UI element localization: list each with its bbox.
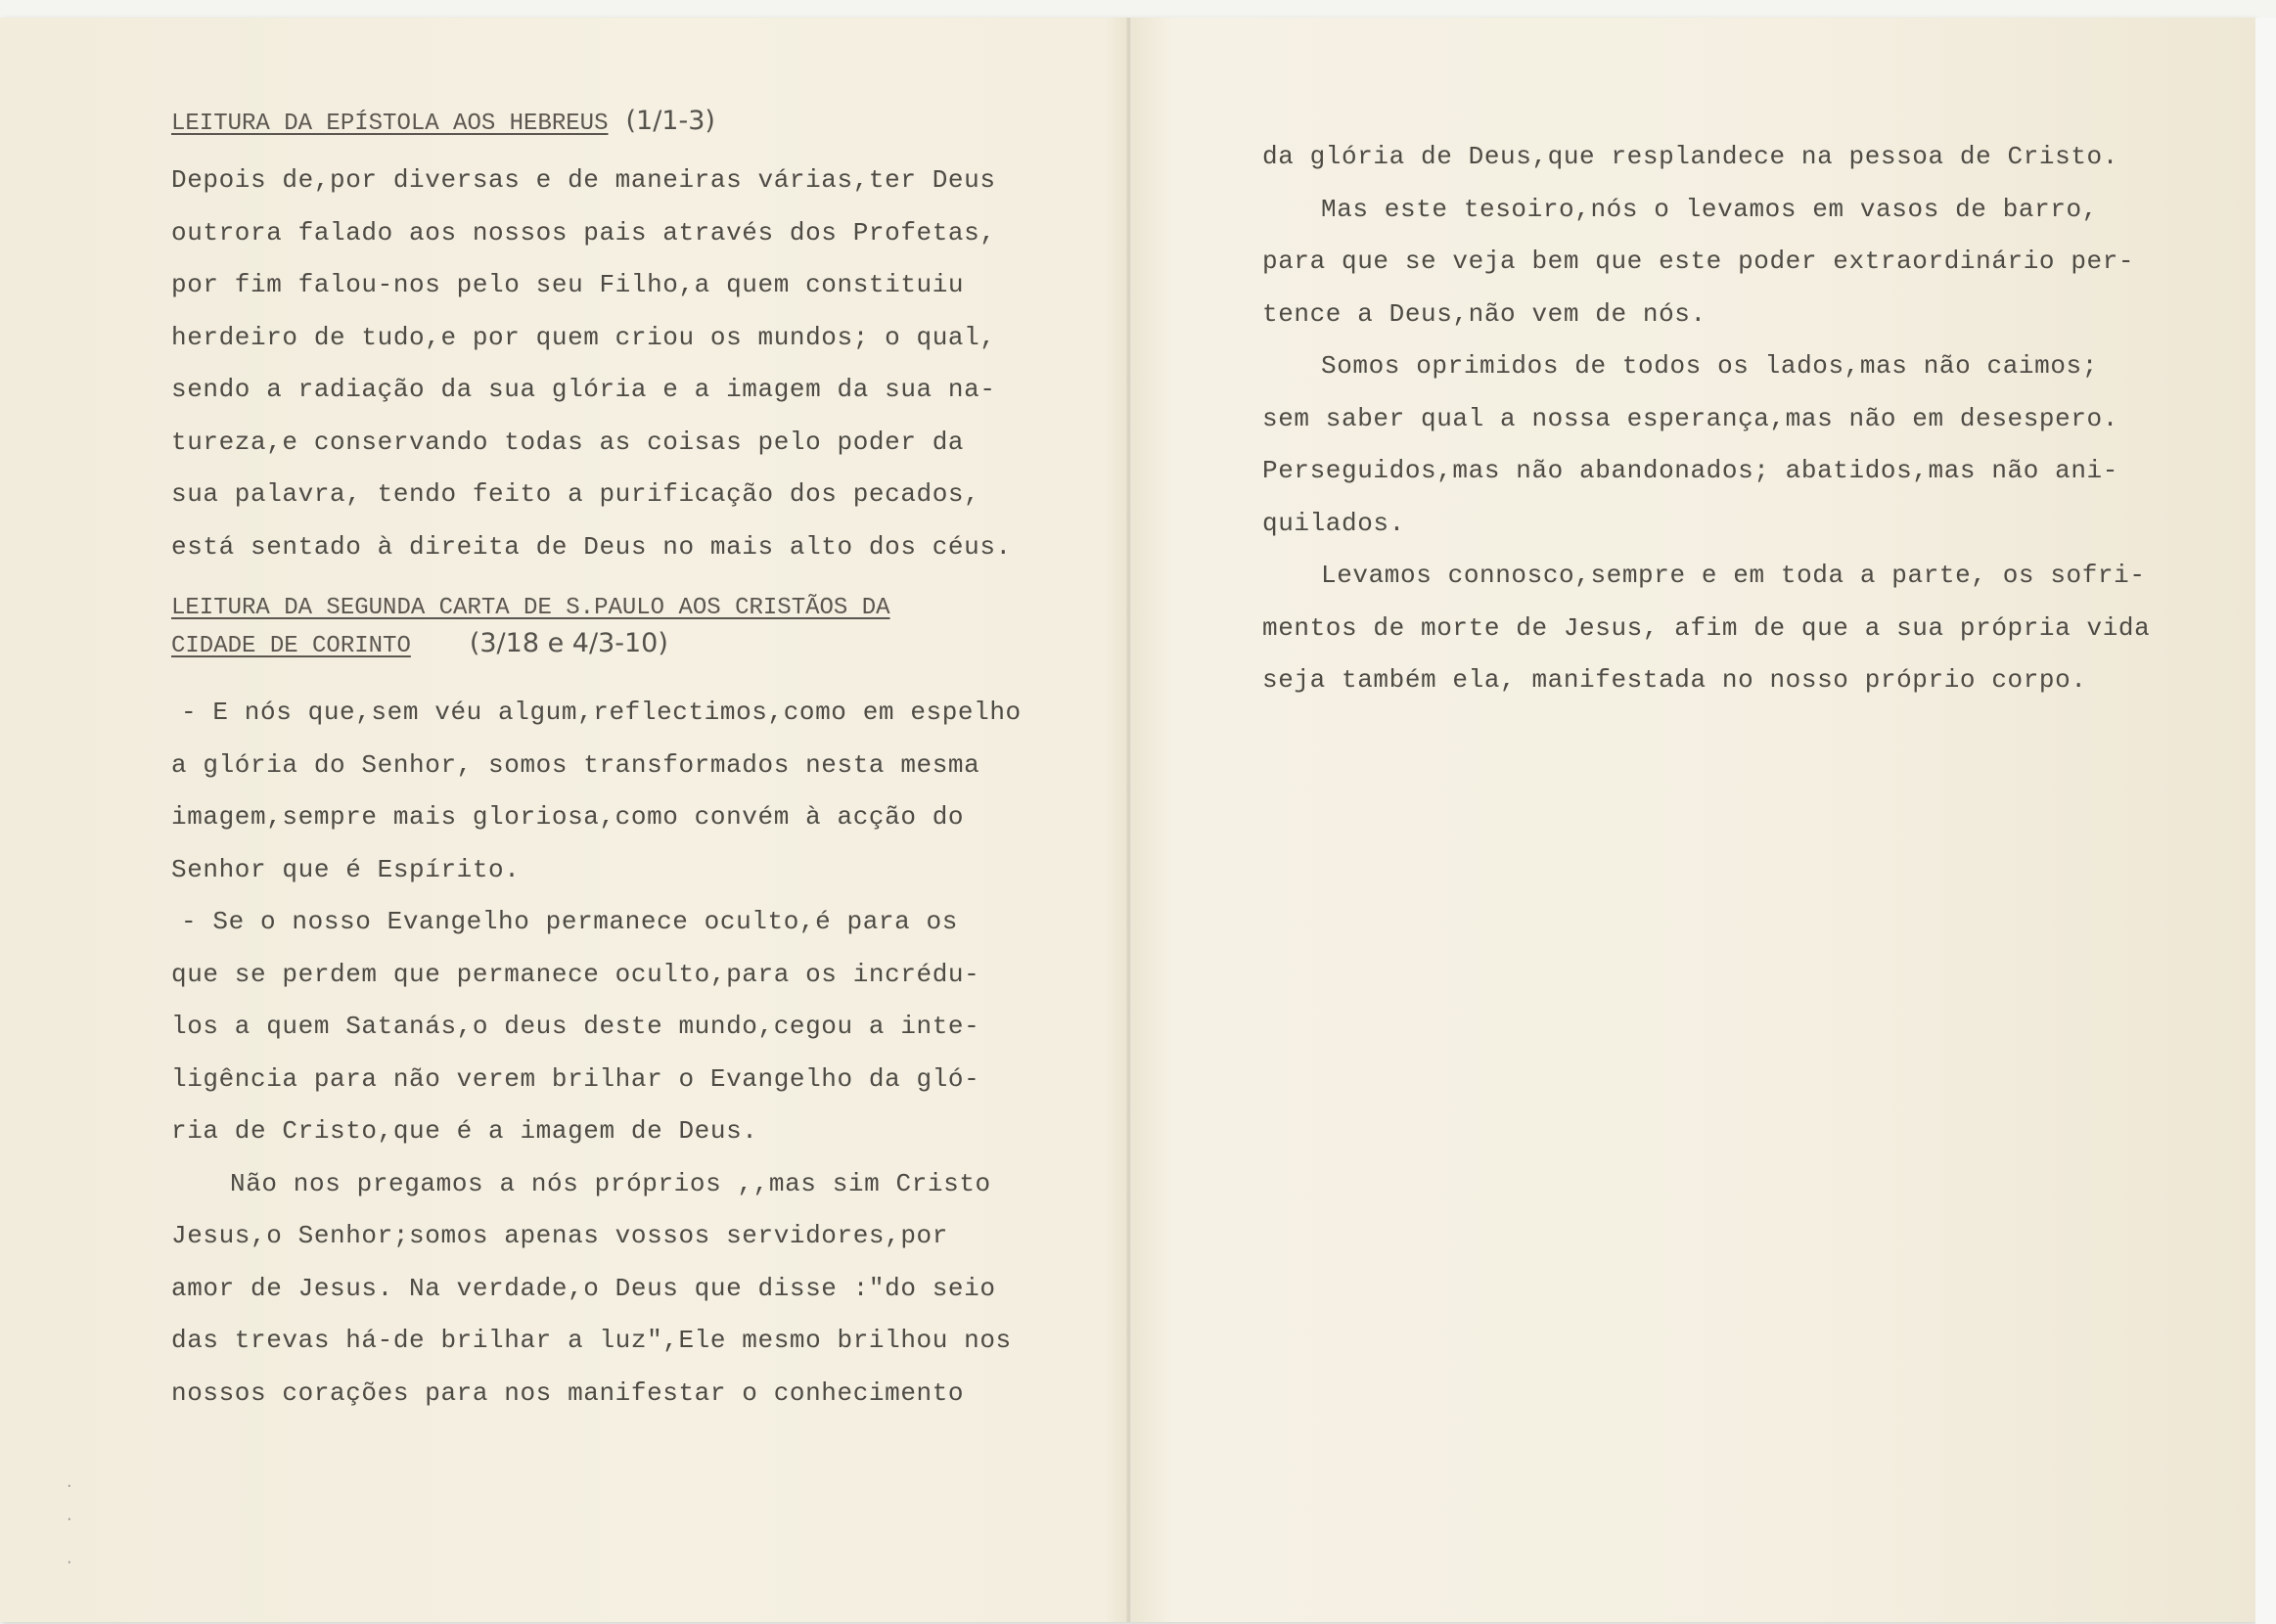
reading2-para2 (171, 896, 1032, 1158)
text-line: - Se o nosso Evangelho permanece oculto,é para os (181, 907, 958, 936)
text-line: Somos oprimidos de todos os lados,mas não caimos; (1321, 351, 2098, 381)
right-para1 (1262, 184, 2143, 341)
text-line: herdeiro de tudo,e por quem criou os mundos; o qual, (171, 322, 996, 352)
text-line: Mas este tesoiro,nós o levamos em vasos de barro, (1321, 194, 2098, 224)
text-line: imagem,sempre mais gloriosa,como convém à acção do (171, 802, 965, 832)
document-sheet (0, 18, 2255, 1622)
text-line: sua palavra, tendo feito a purificação dos pecados, (171, 479, 980, 509)
reading2-para3 (171, 1158, 1032, 1421)
text-line: para que se veja bem que este poder extraordinário per- (1262, 247, 2135, 276)
right-para2 (1262, 340, 2143, 550)
text-line: Não nos pregamos a nós próprios ,,mas sim Cristo (230, 1168, 991, 1198)
text-line: ria de Cristo,que é a imagem de Deus. (171, 1116, 758, 1146)
text-line: amor de Jesus. Na verdade,o Deus que disse :"do seio (171, 1273, 996, 1303)
text-line: por fim falou-nos pelo seu Filho,a quem constituiu (171, 270, 965, 299)
text-line: nossos corações para nos manifestar o conhecimento (171, 1377, 965, 1408)
background-edge (2255, 18, 2276, 1624)
text-line: Perseguidos,mas não abandonados; abatidos,mas não ani- (1262, 456, 2118, 485)
text-line: tureza,e conservando todas as coisas pelo poder da (171, 427, 965, 457)
reading2-heading-line2: CIDADE DE CORINTO (171, 633, 411, 659)
text-line: das trevas há-de brilhar a luz",Ele mesmo brilhou nos (171, 1326, 1012, 1355)
reading1-ref: (1/1-3) (625, 106, 715, 136)
text-line: que se perdem que permanece oculto,para os incrédu- (171, 959, 980, 989)
text-line: los a quem Satanás,o deus deste mundo,cegou a inte- (171, 1012, 980, 1041)
text-line: Levamos connosco,sempre e em toda a parte, os sofri- (1321, 561, 2146, 590)
reading2-heading-line1: LEITURA DA SEGUNDA CARTA DE S.PAULO AOS CRISTÃOS DA (171, 595, 890, 621)
reading1-heading: LEITURA DA EPÍSTOLA AOS HEBREUS (171, 111, 609, 137)
text-line: Senhor que é Espírito. (171, 854, 521, 884)
reading2-heading-line2-row (171, 626, 1032, 665)
binding-mark: · (65, 1477, 74, 1495)
text-line: mentos de morte de Jesus, afim de que a sua própria vida (1262, 612, 2151, 643)
reading2-heading-block (171, 591, 1032, 665)
text-line: tence a Deus,não vem de nós. (1262, 298, 1707, 329)
right-page (1262, 131, 2151, 707)
binding-mark: · (65, 1511, 74, 1528)
text-line: ligência para não verem brilhar o Evangelho da gló- (171, 1063, 980, 1094)
binding-mark: · (65, 1554, 74, 1571)
text-line: da glória de Deus,que resplandece na pessoa de Cristo. (1262, 142, 2118, 171)
text-line: outrora falado aos nossos pais através dos Profetas, (171, 217, 996, 248)
reading1-heading-row (171, 106, 1032, 137)
text-line: a glória do Senhor, somos transformados nesta mesma (171, 749, 980, 780)
text-line: sendo a radiação da sua glória e a imagem da sua na- (171, 375, 996, 404)
text-line: Jesus,o Senhor;somos apenas vossos servidores,por (171, 1221, 948, 1250)
text-line: quilados. (1262, 508, 1405, 538)
reading1-text (171, 155, 1032, 573)
text-line: - E nós que,sem véu algum,reflectimos,como em espelho (181, 698, 1022, 727)
reading2-ref: (3/18 e 4/3-10) (469, 628, 668, 658)
left-page (171, 106, 1032, 1420)
text-line: está sentado à direita de Deus no mais alto dos céus. (171, 531, 1012, 562)
text-line: Depois de,por diversas e de maneiras várias,ter Deus (171, 165, 996, 195)
page-fold (1126, 18, 1132, 1622)
right-para3 (1262, 550, 2151, 707)
reading2-para1 (171, 687, 1032, 896)
text-line: sem saber qual a nossa esperança,mas não em desespero. (1262, 403, 2118, 433)
text-line: seja também ela, manifestada no nosso próprio corpo. (1262, 665, 2087, 695)
